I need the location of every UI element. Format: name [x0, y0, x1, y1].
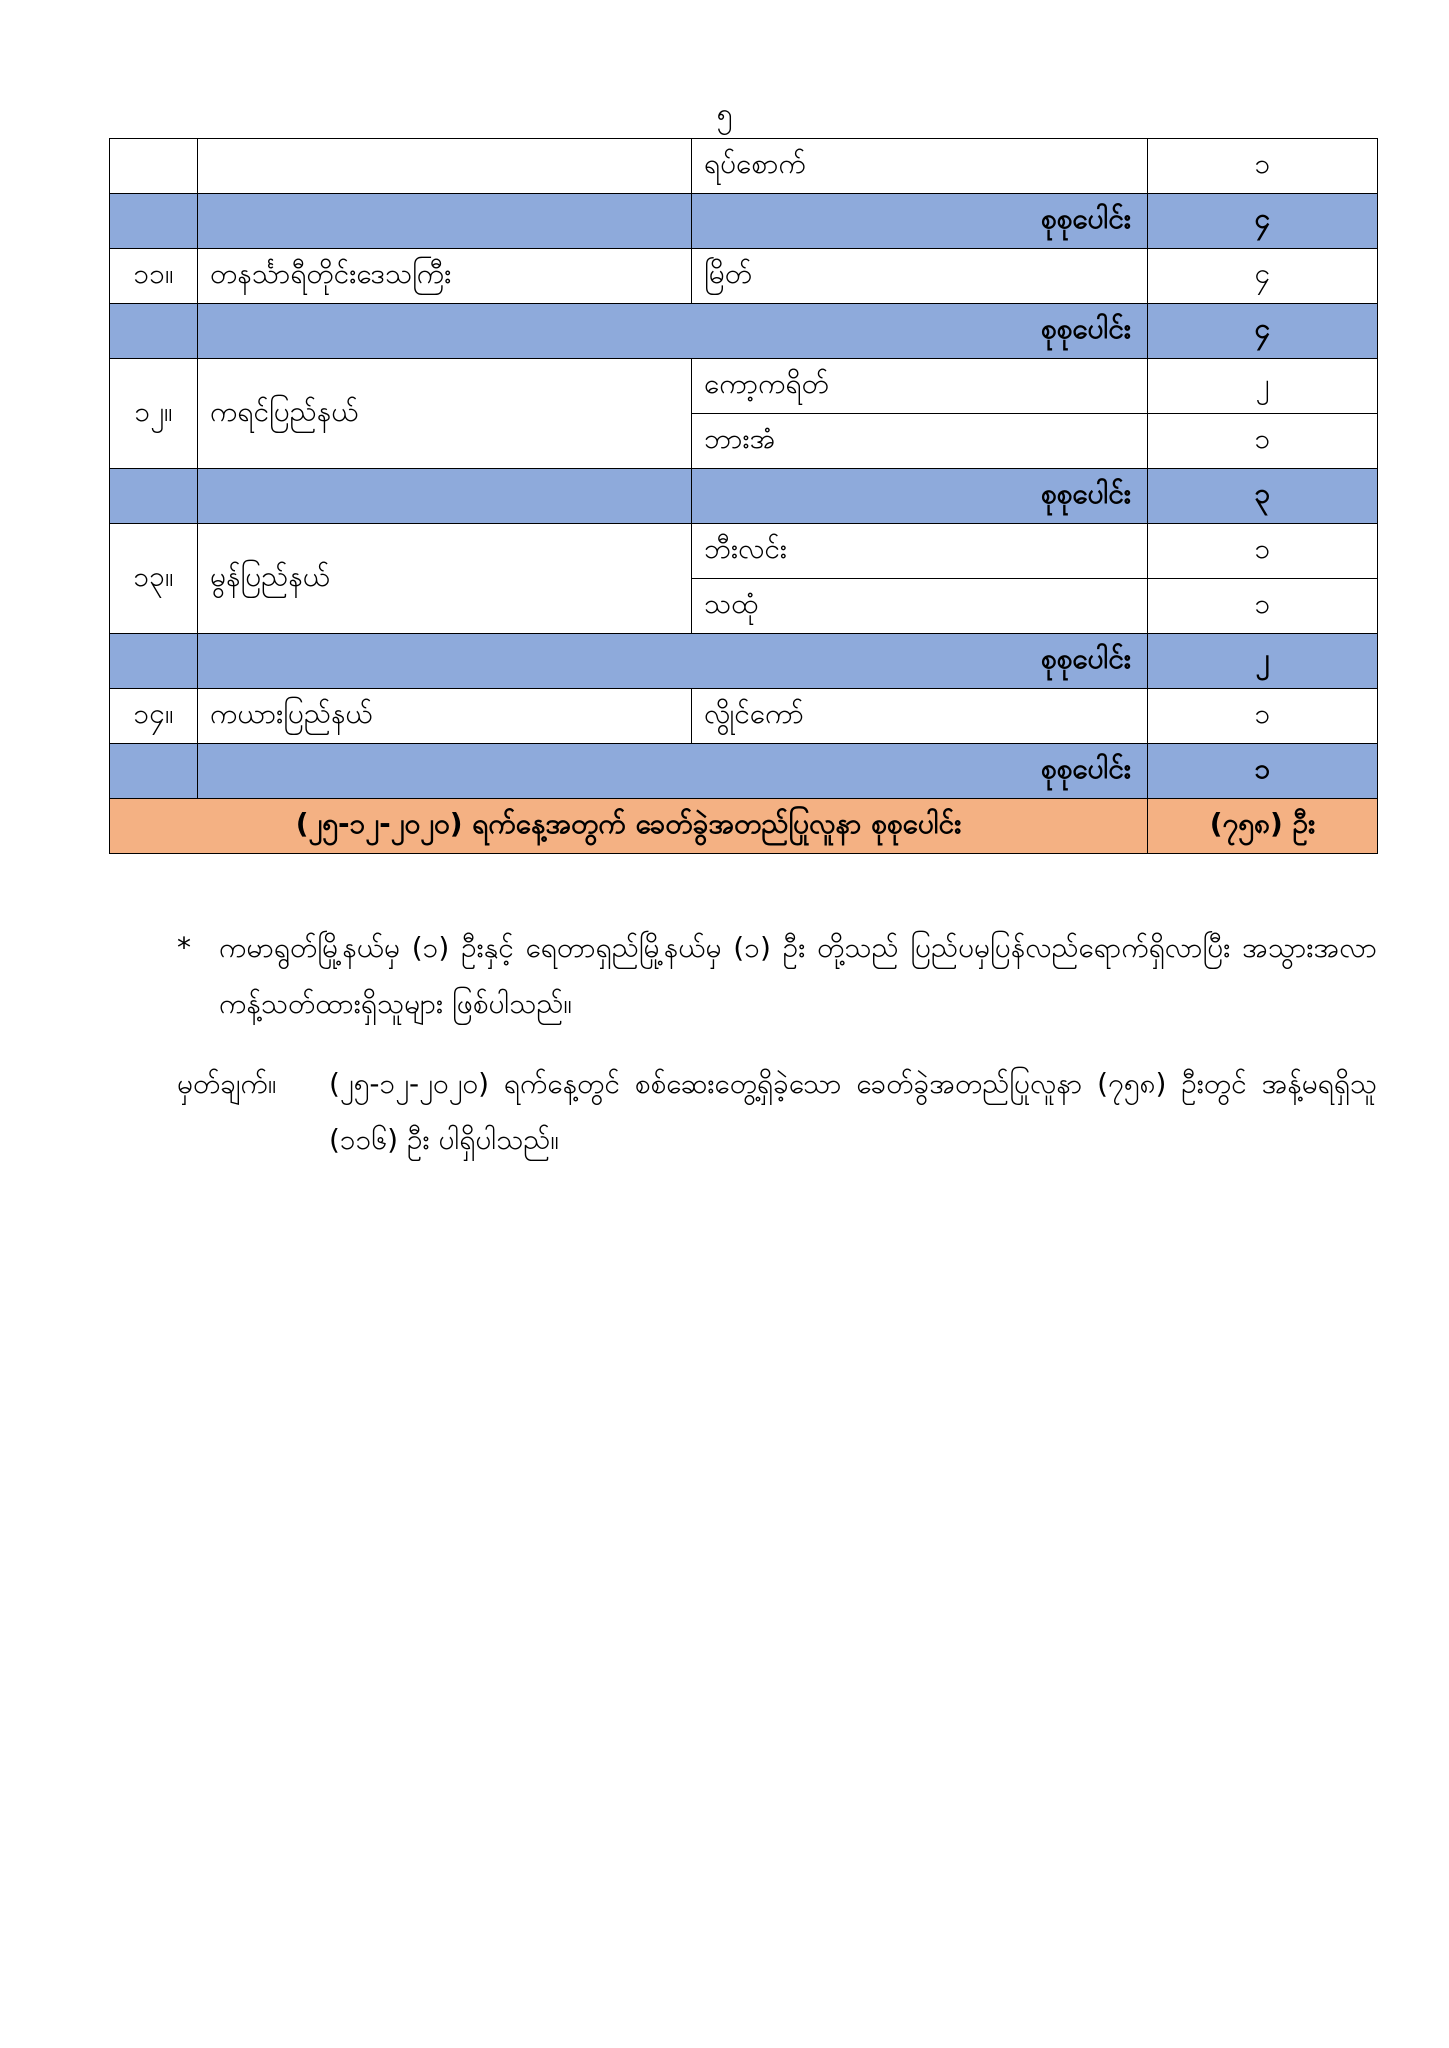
footnote-marker: * — [177, 931, 191, 964]
township: ဘီးလင်း — [692, 524, 1148, 579]
case-table — [109, 138, 1378, 854]
remark-label: မှတ်ချက်။ — [177, 1067, 277, 1100]
subtotal-blank — [110, 194, 198, 249]
table-row — [110, 139, 1378, 194]
row-number: ၁၂။ — [110, 359, 198, 469]
row-number: ၁၁။ — [110, 249, 198, 304]
state-region: တနင်္သာရီတိုင်းဒေသကြီး — [198, 249, 692, 304]
subtotal-blank — [110, 744, 198, 799]
subtotal-blank — [110, 304, 198, 359]
table-row — [110, 249, 1378, 304]
subtotal-row — [110, 304, 1378, 359]
table-row — [110, 524, 1378, 579]
case-count: ၁ — [1148, 524, 1378, 579]
township: မြိတ် — [692, 249, 1148, 304]
township: သထုံ — [692, 579, 1148, 634]
grand-total-count: (၇၅၈) ဦး — [1148, 799, 1378, 854]
row-number: ၁၄။ — [110, 689, 198, 744]
remark-text: (၂၅-၁၂-၂၀၂၀) ရက်နေ့တွင် စစ်ဆေးတွေ့ရှိခဲ့သော ခေတ်ခွဲအတည်ပြုလူနာ (၇၅၈) ဦးတွင် အန့်မရရှိသူ (၁၁၆) ဦး ပါရှိပါသည်။ — [329, 1067, 1377, 1156]
subtotal-row — [110, 194, 1378, 249]
subtotal-count: ၂ — [1148, 634, 1378, 689]
township: လွိုင်ကော် — [692, 689, 1148, 744]
township: ရပ်စောက် — [692, 139, 1148, 194]
state-region: ကရင်ပြည်နယ် — [198, 359, 692, 469]
subtotal-count: ၁ — [1148, 744, 1378, 799]
table-row — [110, 689, 1378, 744]
subtotal-row — [110, 634, 1378, 689]
row-number — [110, 139, 198, 194]
page-number: ၅ — [716, 97, 733, 130]
state-region: မွန်ပြည်နယ် — [198, 524, 692, 634]
subtotal-label: စုစုပေါင်း — [198, 744, 1148, 799]
subtotal-count: ၄ — [1148, 194, 1378, 249]
subtotal-row — [110, 744, 1378, 799]
subtotal-count: ၄ — [1148, 304, 1378, 359]
subtotal-row — [110, 469, 1378, 524]
state-region — [198, 139, 692, 194]
footnote-text: ကမာရွတ်မြို့နယ်မှ (၁) ဦးနှင့် ရေတာရှည်မြို့နယ်မှ (၁) ဦး တို့သည် ပြည်ပမှပြန်လည်ရောက်ရှိလာပြီး အသွားအလာကန့်သတ်ထားရှိသူများ ဖြစ်ပါသည်။ — [219, 931, 1377, 1020]
subtotal-blank — [198, 469, 692, 524]
subtotal-count: ၃ — [1148, 469, 1378, 524]
subtotal-label: စုစုပေါင်း — [198, 304, 1148, 359]
case-count: ၁ — [1148, 689, 1378, 744]
subtotal-blank — [198, 194, 692, 249]
subtotal-label: စုစုပေါင်း — [198, 634, 1148, 689]
table-row — [110, 359, 1378, 414]
state-region: ကယားပြည်နယ် — [198, 689, 692, 744]
footnote — [109, 920, 1377, 1032]
subtotal-blank — [110, 634, 198, 689]
township: ကော့ကရိတ် — [692, 359, 1148, 414]
case-count: ၁ — [1148, 139, 1378, 194]
case-count: ၁ — [1148, 414, 1378, 469]
remark — [109, 1056, 1377, 1168]
subtotal-blank — [110, 469, 198, 524]
grand-total-label: (၂၅-၁၂-၂၀၂၀) ရက်နေ့အတွက် ခေတ်ခွဲအတည်ပြုလူနာ စုစုပေါင်း — [110, 799, 1148, 854]
row-number: ၁၃။ — [110, 524, 198, 634]
case-count: ၁ — [1148, 579, 1378, 634]
case-count: ၄ — [1148, 249, 1378, 304]
case-table-body — [110, 139, 1378, 854]
notes-section — [109, 920, 1377, 1168]
subtotal-label: စုစုပေါင်း — [692, 194, 1148, 249]
grand-total-row — [110, 799, 1378, 854]
subtotal-label: စုစုပေါင်း — [692, 469, 1148, 524]
case-count: ၂ — [1148, 359, 1378, 414]
township: ဘားအံ — [692, 414, 1148, 469]
